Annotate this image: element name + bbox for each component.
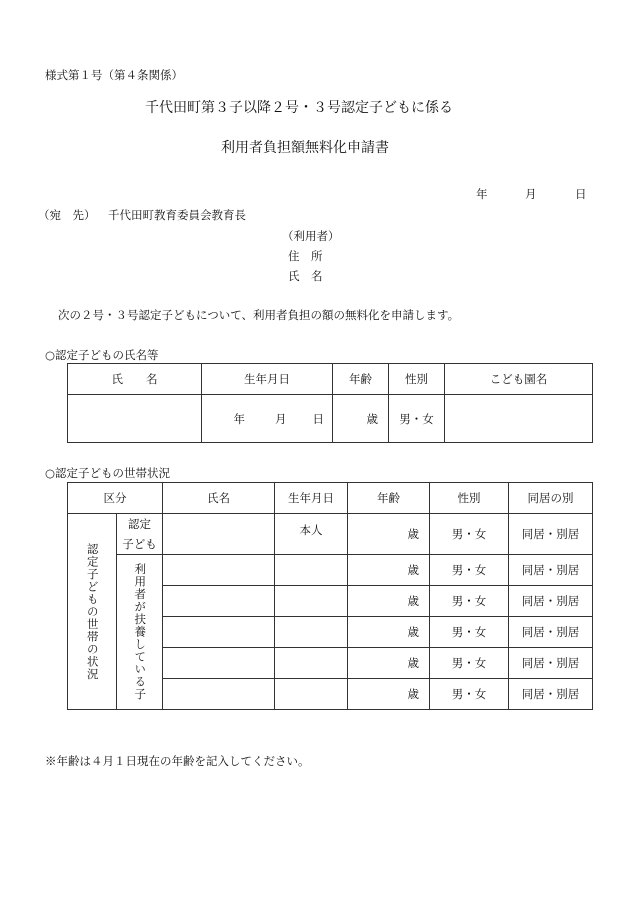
form-number: 様式第１号（第４条関係） — [45, 68, 183, 82]
table-cell-name[interactable] — [163, 514, 275, 555]
table-cell-cohabit[interactable]: 同居・別居 — [509, 617, 593, 648]
address-label: 住 所 — [288, 249, 323, 263]
section2-heading: ○認定子どもの世帯状況 — [45, 466, 171, 480]
section1-heading: ○認定子どもの氏名等 — [45, 348, 159, 362]
header-gender: 性別 — [430, 483, 509, 514]
table-cell-gender[interactable]: 男・女 — [430, 514, 509, 555]
addressee-prefix: （宛 先） — [38, 208, 96, 222]
table-cell-cohabit[interactable]: 同居・別居 — [509, 648, 593, 679]
date-year: 年 — [476, 187, 488, 201]
table-cell-name[interactable] — [163, 586, 275, 617]
child-birthdate-field[interactable] — [202, 395, 333, 443]
child-age-field[interactable] — [333, 395, 389, 443]
table-cell-name[interactable] — [163, 617, 275, 648]
household-group-text: 認定子どもの世帯の状況 — [85, 542, 100, 681]
table-cell-cohabit[interactable]: 同居・別居 — [509, 679, 593, 710]
table-cell-birthdate[interactable] — [275, 648, 348, 679]
addressee: 千代田町教育委員会教育長 — [108, 208, 246, 222]
title-line-2: 利用者負担額無料化申請書 — [221, 140, 389, 156]
household-group-label — [68, 514, 117, 710]
header-cohabitation: 同居の別 — [509, 483, 593, 514]
table-cell-gender[interactable]: 男・女 — [430, 648, 509, 679]
title-line-1: 千代田町第３子以降２号・３号認定子どもに係る — [145, 100, 453, 116]
table-cell-cohabit[interactable]: 同居・別居 — [509, 586, 593, 617]
table-cell-gender[interactable]: 男・女 — [430, 679, 509, 710]
certified-child-label: 認定 子ども — [117, 514, 163, 555]
self-label: 本人 — [275, 514, 348, 555]
header-birthdate: 生年月日 — [275, 483, 348, 514]
table-cell-name[interactable] — [163, 555, 275, 586]
household-table — [67, 482, 593, 710]
table-cell-age[interactable]: 歳 — [348, 514, 430, 555]
dependent-children-label — [117, 555, 163, 710]
header-school: こども園名 — [445, 364, 593, 395]
header-name: 氏 名 — [68, 364, 202, 395]
applicant-label: （利用者） — [282, 229, 340, 243]
table-cell-age[interactable]: 歳 — [348, 555, 430, 586]
age-unit: 歳 — [366, 411, 378, 426]
header-birthdate: 生年月日 — [202, 364, 333, 395]
table-cell-age[interactable]: 歳 — [348, 679, 430, 710]
child-info-table — [67, 363, 593, 443]
date-day: 日 — [575, 187, 587, 201]
table-cell-age[interactable]: 歳 — [348, 648, 430, 679]
table-cell-age[interactable]: 歳 — [348, 617, 430, 648]
gender-choice: 男・女 — [399, 411, 434, 426]
table-cell-birthdate[interactable] — [275, 586, 348, 617]
child-school-field[interactable] — [445, 395, 593, 443]
table-cell-gender[interactable]: 男・女 — [430, 617, 509, 648]
child-gender-field[interactable] — [389, 395, 445, 443]
table-cell-cohabit[interactable]: 同居・別居 — [509, 514, 593, 555]
birth-day-unit: 日 — [312, 411, 324, 426]
header-gender: 性別 — [389, 364, 445, 395]
birth-year-unit: 年 — [233, 411, 245, 426]
child-name-field[interactable] — [68, 395, 202, 443]
age-note: ※年齢は４月１日現在の年齢を記入してください。 — [45, 754, 310, 768]
name-label: 氏 名 — [288, 269, 323, 283]
table-cell-birthdate[interactable] — [275, 679, 348, 710]
declaration: 次の２号・３号認定子どもについて、利用者負担の額の無料化を申請します。 — [58, 308, 460, 322]
table-cell-gender[interactable]: 男・女 — [430, 555, 509, 586]
table-cell-gender[interactable]: 男・女 — [430, 586, 509, 617]
table-cell-name[interactable] — [163, 679, 275, 710]
table-cell-age[interactable]: 歳 — [348, 586, 430, 617]
table-cell-birthdate[interactable] — [275, 555, 348, 586]
header-name: 氏名 — [163, 483, 275, 514]
header-age: 年齢 — [348, 483, 430, 514]
dependent-children-text: 利用者が扶養している子 — [133, 563, 148, 701]
header-category: 区分 — [68, 483, 163, 514]
header-age: 年齢 — [333, 364, 389, 395]
birth-month-unit: 月 — [275, 411, 287, 426]
date-month: 月 — [525, 187, 537, 201]
table-cell-name[interactable] — [163, 648, 275, 679]
table-cell-birthdate[interactable] — [275, 617, 348, 648]
table-cell-cohabit[interactable]: 同居・別居 — [509, 555, 593, 586]
